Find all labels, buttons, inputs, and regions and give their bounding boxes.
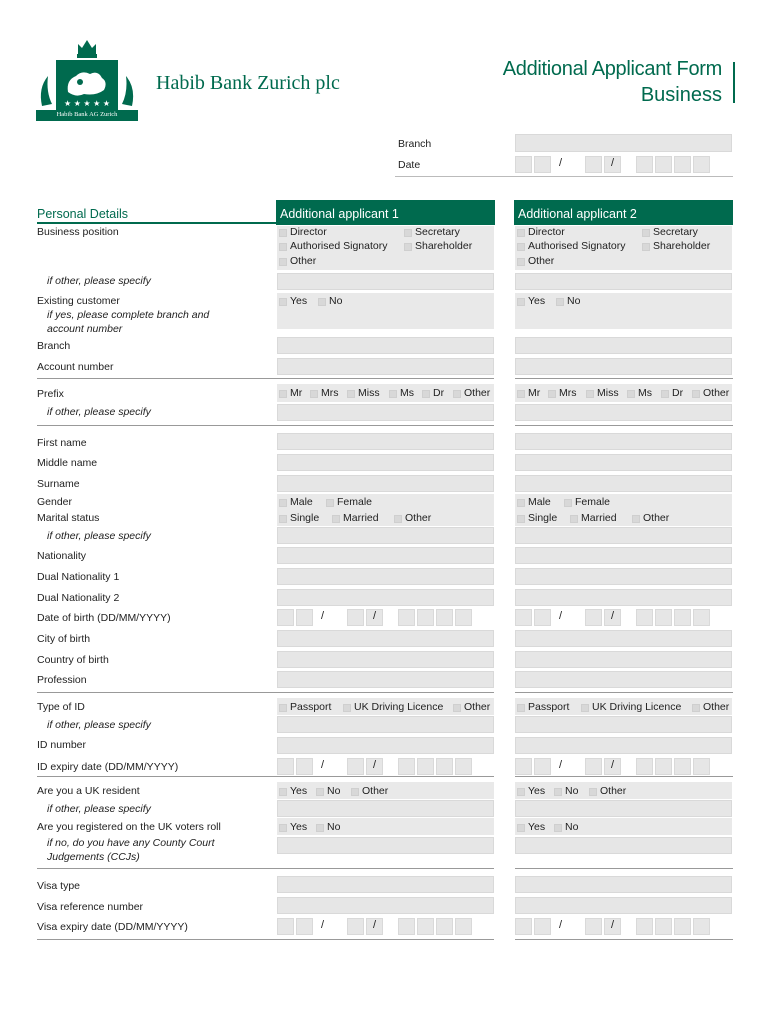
checkbox-other[interactable] [589,788,597,796]
marital-status-label: Marital status [37,512,100,524]
ccj-field[interactable] [277,837,494,854]
checkbox-yes[interactable] [279,824,287,832]
checkbox-single[interactable] [279,515,287,523]
checkbox-other[interactable] [279,258,287,266]
form-subtitle: Business [640,84,722,106]
dual-nationality-2-label: Dual Nationality 2 [37,592,120,604]
business-position-label: Business position [37,226,119,238]
form-title: Additional Applicant Form [502,58,722,80]
position-other-field[interactable] [515,273,732,290]
checkbox-dr[interactable] [422,390,430,398]
branch-label: Branch [37,340,71,352]
checkbox-no[interactable] [318,298,326,306]
dual-nationality-2-field[interactable] [277,589,494,606]
id-expiry-label: ID expiry date (DD/MM/YYYY) [37,761,179,773]
checkbox-other[interactable] [453,704,461,712]
svg-text:★ ★ ★ ★ ★: ★ ★ ★ ★ ★ [63,99,111,108]
profession-field[interactable] [515,671,732,688]
checkbox-other[interactable] [453,390,461,398]
visa-ref-label: Visa reference number [37,901,144,913]
checkbox-male[interactable] [517,499,525,507]
id-other-field[interactable] [277,716,494,733]
gender-label: Gender [37,496,73,508]
visa-type-field[interactable] [515,876,732,893]
checkbox-no[interactable] [316,788,324,796]
other-specify-label: if other, please specify [47,275,151,287]
checkbox-miss[interactable] [347,390,355,398]
other-specify-label: if other, please specify [47,530,151,542]
dual-nationality-1-label: Dual Nationality 1 [37,571,120,583]
marital-other-field[interactable] [515,527,732,544]
visa-type-label: Visa type [37,880,80,892]
prefix-label: Prefix [37,388,64,400]
checkbox-yes[interactable] [279,298,287,306]
first-name-field[interactable] [277,433,494,450]
title-divider [733,62,735,103]
ccj-field[interactable] [515,837,732,854]
country-of-birth-field[interactable] [515,651,732,668]
checkbox-no[interactable] [554,788,562,796]
id-other-field[interactable] [515,716,732,733]
crown-lion-crest-icon [36,36,138,122]
section-personal-details: Personal Details [37,207,129,221]
country-of-birth-field[interactable] [277,651,494,668]
branch-top-field[interactable] [515,134,732,152]
bank-name: Habib Bank Zurich plc [156,72,340,94]
id-number-label: ID number [37,739,87,751]
prefix-other-field[interactable] [515,404,732,421]
existing-note-label: account number [47,323,123,335]
checkbox-no[interactable] [316,824,324,832]
resident-other-field[interactable] [515,800,732,817]
branch-field[interactable] [515,337,732,354]
dual-nationality-1-field[interactable] [515,568,732,585]
checkbox-director[interactable] [517,229,525,237]
top-separator [395,176,733,177]
checkbox-secretary[interactable] [642,229,650,237]
checkbox-shareholder[interactable] [404,243,412,251]
visa-ref-field[interactable] [515,897,732,914]
checkbox-male[interactable] [279,499,287,507]
dual-nationality-2-field[interactable] [515,589,732,606]
checkbox-yes[interactable] [517,788,525,796]
first-name-field[interactable] [515,433,732,450]
checkbox-ms[interactable] [627,390,635,398]
checkbox-authorised-signatory[interactable] [279,243,287,251]
checkbox-no[interactable] [556,298,564,306]
ccj-note-label: if no, do you have any County Court [47,837,215,849]
checkbox-passport[interactable] [517,704,525,712]
visa-type-field[interactable] [277,876,494,893]
prefix-other-field[interactable] [277,404,494,421]
checkbox-other[interactable] [692,704,700,712]
resident-other-field[interactable] [277,800,494,817]
checkbox-married[interactable] [332,515,340,523]
type-of-id-label: Type of ID [37,701,85,713]
visa-ref-field[interactable] [277,897,494,914]
position-other-field[interactable] [277,273,494,290]
id-number-field[interactable] [277,737,494,754]
other-specify-label: if other, please specify [47,406,151,418]
checkbox-female[interactable] [326,499,334,507]
checkbox-other[interactable] [692,390,700,398]
applicant-1-header: Additional applicant 1 [276,200,495,225]
country-of-birth-label: Country of birth [37,654,109,666]
checkbox-other[interactable] [517,258,525,266]
existing-customer-label: Existing customer [37,295,120,307]
account-number-label: Account number [37,361,114,373]
nationality-field[interactable] [515,547,732,564]
other-specify-label: if other, please specify [47,719,151,731]
checkbox-yes[interactable] [517,298,525,306]
applicant-2-header: Additional applicant 2 [514,200,733,225]
dual-nationality-1-field[interactable] [277,568,494,585]
checkbox-married[interactable] [570,515,578,523]
checkbox-other[interactable] [351,788,359,796]
checkbox-uk-driving-licence[interactable] [581,704,589,712]
section-underline [37,222,277,224]
checkbox-mr[interactable] [517,390,525,398]
checkbox-secretary[interactable] [404,229,412,237]
date-top-label: Date [398,159,421,171]
checkbox-single[interactable] [517,515,525,523]
branch-top-label: Branch [398,138,432,150]
checkbox-no[interactable] [554,824,562,832]
surname-field[interactable] [277,475,494,492]
checkbox-shareholder[interactable] [642,243,650,251]
id-number-field[interactable] [515,737,732,754]
other-specify-label: if other, please specify [47,803,151,815]
branch-field[interactable] [277,337,494,354]
dob-label: Date of birth (DD/MM/YYYY) [37,612,171,624]
checkbox-yes[interactable] [517,824,525,832]
middle-name-label: Middle name [37,457,98,469]
checkbox-yes[interactable] [279,788,287,796]
checkbox-director[interactable] [279,229,287,237]
middle-name-field[interactable] [515,454,732,471]
visa-expiry-label: Visa expiry date (DD/MM/YYYY) [37,921,188,933]
existing-note-label: if yes, please complete branch and [47,309,210,321]
checkbox-mr[interactable] [279,390,287,398]
city-of-birth-field[interactable] [277,630,494,647]
account-number-field[interactable] [277,358,494,375]
checkbox-ms[interactable] [389,390,397,398]
checkbox-dr[interactable] [661,390,669,398]
city-of-birth-field[interactable] [515,630,732,647]
checkbox-other[interactable] [394,515,402,523]
nationality-label: Nationality [37,550,87,562]
checkbox-miss[interactable] [586,390,594,398]
nationality-field[interactable] [277,547,494,564]
surname-field[interactable] [515,475,732,492]
checkbox-mrs[interactable] [548,390,556,398]
checkbox-mrs[interactable] [310,390,318,398]
bank-logo [36,36,138,122]
checkbox-passport[interactable] [279,704,287,712]
logo-ribbon-text: Habib Bank AG Zurich [56,111,118,118]
profession-field[interactable] [277,671,494,688]
checkbox-uk-driving-licence[interactable] [343,704,351,712]
marital-other-field[interactable] [277,527,494,544]
middle-name-field[interactable] [277,454,494,471]
profession-label: Profession [37,674,87,686]
checkbox-authorised-signatory[interactable] [517,243,525,251]
ccj-note-label: Judgements (CCJs) [47,851,140,863]
city-of-birth-label: City of birth [37,633,91,645]
account-number-field[interactable] [515,358,732,375]
surname-label: Surname [37,478,80,490]
uk-resident-label: Are you a UK resident [37,785,140,797]
checkbox-female[interactable] [564,499,572,507]
voters-roll-label: Are you registered on the UK voters roll [37,821,221,833]
checkbox-other[interactable] [632,515,640,523]
first-name-label: First name [37,437,87,449]
